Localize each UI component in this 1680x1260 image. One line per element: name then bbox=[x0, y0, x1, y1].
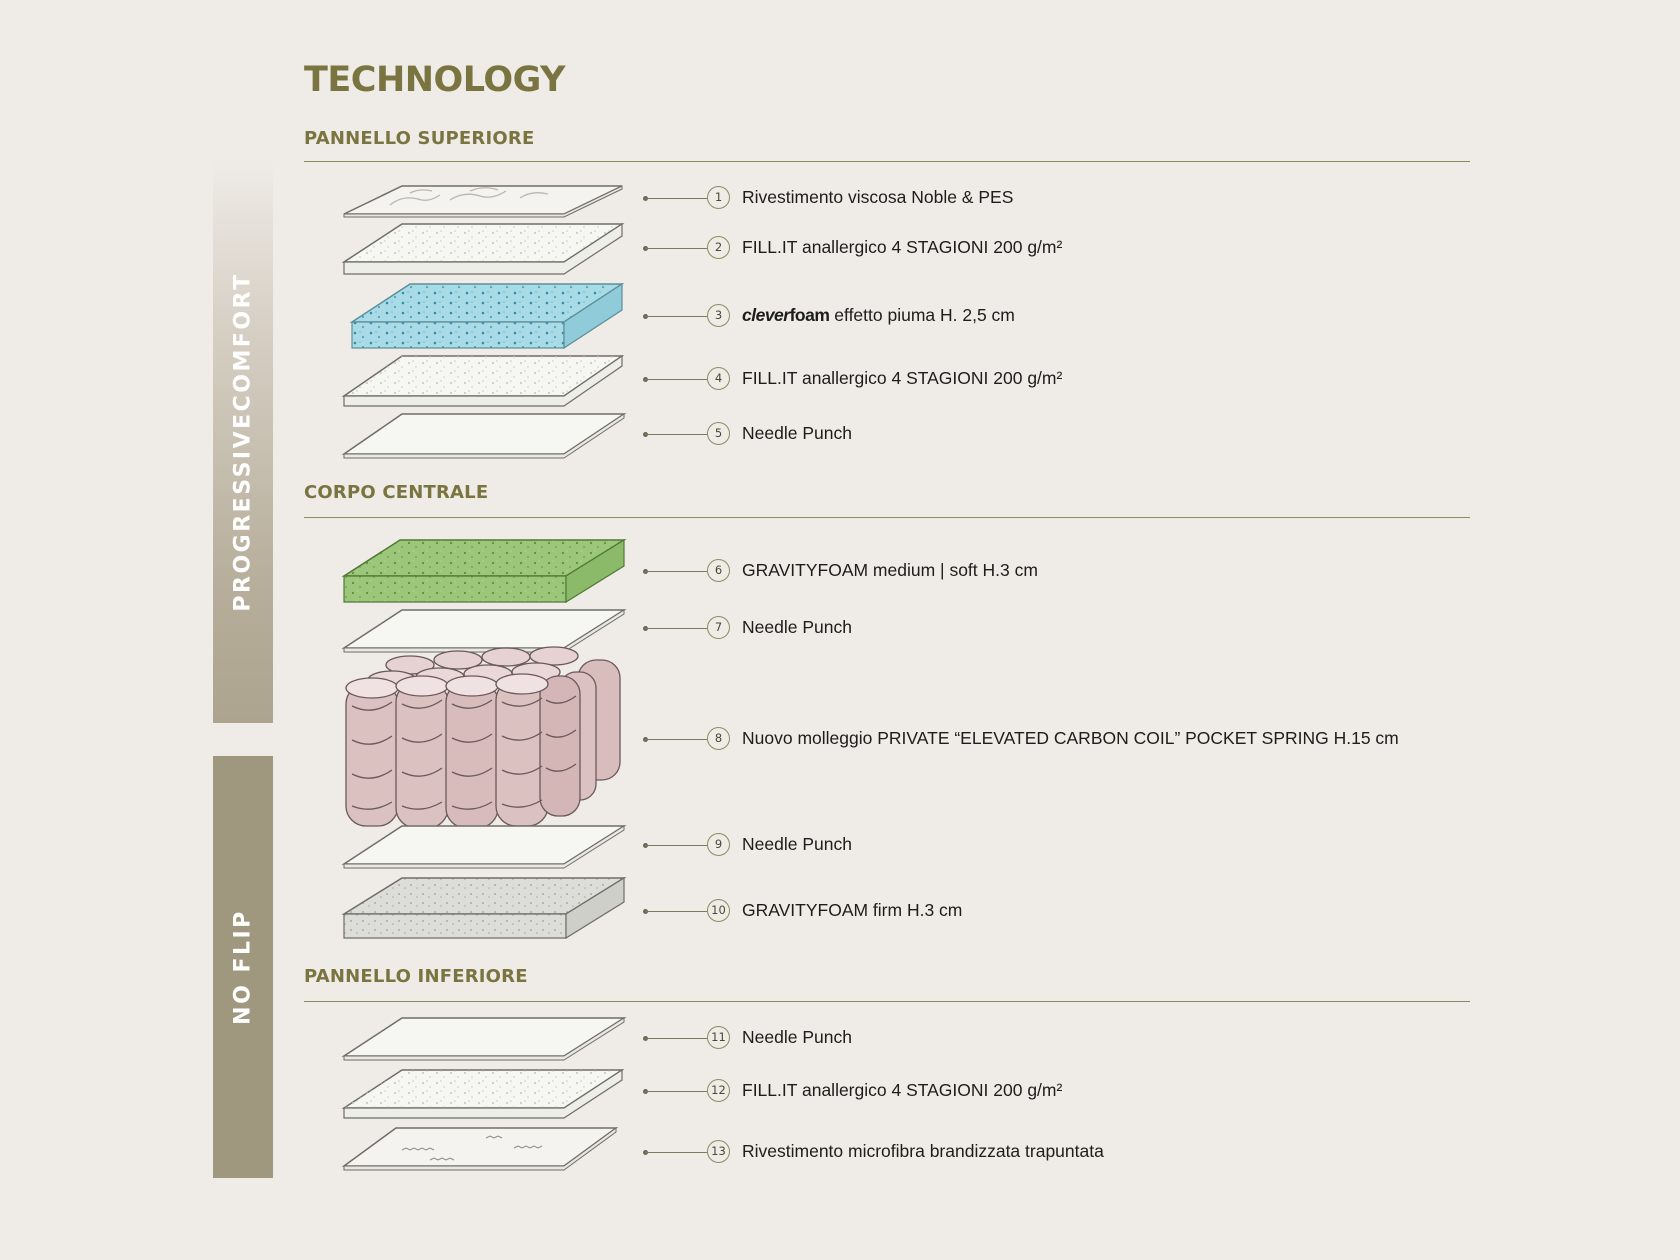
layer-3-cleverfoam bbox=[352, 284, 622, 348]
connector-line bbox=[645, 434, 707, 435]
connector-line bbox=[645, 248, 707, 249]
progressive-comfort-label: PROGRESSIVECOMFORT bbox=[230, 271, 256, 612]
layer-number: 4 bbox=[707, 367, 730, 390]
layer-6-gravityfoam-medium bbox=[344, 540, 624, 602]
connector-line bbox=[645, 316, 707, 317]
layer-label: FILL.IT anallergico 4 STAGIONI 200 g/m² bbox=[742, 237, 1063, 257]
layer-label: Needle Punch bbox=[742, 1027, 852, 1047]
section-title-top-panel: PANNELLO SUPERIORE bbox=[304, 128, 535, 149]
layer-number: 1 bbox=[707, 186, 730, 209]
layer-number: 5 bbox=[707, 422, 730, 445]
layer-number: 3 bbox=[707, 304, 730, 327]
layer-label: GRAVITYFOAM medium | soft H.3 cm bbox=[742, 560, 1038, 580]
layer-11-needle-punch bbox=[344, 1018, 624, 1060]
layer-label: FILL.IT anallergico 4 STAGIONI 200 g/m² bbox=[742, 368, 1063, 388]
layer-label: Needle Punch bbox=[742, 617, 852, 637]
layer-number: 8 bbox=[707, 727, 730, 750]
connector-line bbox=[645, 911, 707, 912]
connector-line bbox=[645, 379, 707, 380]
layer-number: 11 bbox=[707, 1026, 730, 1049]
layer-number: 10 bbox=[707, 899, 730, 922]
layer-4-fillit bbox=[344, 356, 622, 406]
layer-number: 2 bbox=[707, 236, 730, 259]
layer-1-cover bbox=[344, 186, 622, 217]
layer-12-fillit bbox=[344, 1070, 622, 1118]
layer-label: GRAVITYFOAM firm H.3 cm bbox=[742, 900, 963, 920]
connector-line bbox=[645, 198, 707, 199]
connector-line bbox=[645, 1152, 707, 1153]
layer-8-pocket-springs bbox=[346, 647, 620, 828]
layer-5-needle-punch bbox=[344, 414, 624, 458]
connector-line bbox=[645, 1091, 707, 1092]
layer-label: cleverfoam effetto piuma H. 2,5 cm bbox=[742, 305, 1015, 325]
layer-number: 9 bbox=[707, 833, 730, 856]
connector-line bbox=[645, 571, 707, 572]
layer-label: Needle Punch bbox=[742, 834, 852, 854]
layer-13-microfiber-cover bbox=[344, 1128, 616, 1170]
no-flip-label: NO FLIP bbox=[230, 909, 256, 1025]
connector-line bbox=[645, 739, 707, 740]
layer-number: 7 bbox=[707, 616, 730, 639]
layer-label: FILL.IT anallergico 4 STAGIONI 200 g/m² bbox=[742, 1080, 1063, 1100]
connector-line bbox=[645, 845, 707, 846]
layer-2-fillit bbox=[344, 224, 622, 274]
layer-label: Rivestimento microfibra brandizzata trapuntata bbox=[742, 1141, 1104, 1161]
connector-line bbox=[645, 628, 707, 629]
connector-line bbox=[645, 1038, 707, 1039]
layer-number: 13 bbox=[707, 1140, 730, 1163]
cleverfoam-logo: cleverfoam bbox=[742, 305, 830, 325]
layer-label: Rivestimento viscosa Noble & PES bbox=[742, 187, 1014, 207]
layer-9-needle-punch bbox=[344, 826, 624, 868]
layer-number: 12 bbox=[707, 1079, 730, 1102]
layer-number: 6 bbox=[707, 559, 730, 582]
layer-7-needle-punch bbox=[344, 610, 624, 652]
section-title-bottom-panel: PANNELLO INFERIORE bbox=[304, 966, 528, 987]
layer-label: Needle Punch bbox=[742, 423, 852, 443]
page-title: TECHNOLOGY bbox=[304, 60, 565, 100]
layer-10-gravityfoam-firm bbox=[344, 878, 624, 938]
section-title-central-body: CORPO CENTRALE bbox=[304, 482, 489, 503]
layer-label: Nuovo molleggio PRIVATE “ELEVATED CARBON COIL” POCKET SPRING H.15 cm bbox=[742, 728, 1399, 748]
